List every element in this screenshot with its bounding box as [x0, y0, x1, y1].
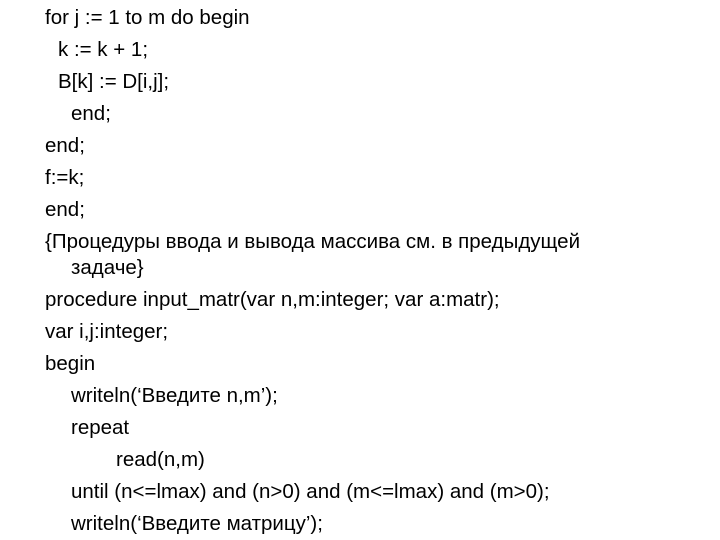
code-line: var i,j:integer;: [45, 320, 169, 343]
code-line: f:=k;: [45, 166, 85, 189]
code-line: end;: [45, 198, 85, 221]
code-line: writeln(‘Введите n,m’);: [71, 384, 278, 407]
comment-line: {Процедуры ввода и вывода массива см. в предыдущей: [45, 230, 581, 253]
code-line: repeat: [71, 416, 130, 439]
comment-line: задаче}: [71, 256, 144, 279]
code-line: writeln(‘Введите матрицу’);: [71, 512, 323, 535]
code-line: procedure input_matr(var n,m:integer; var a:matr);: [45, 288, 500, 311]
code-line: read(n,m): [116, 448, 205, 471]
code-line: until (n<=lmax) and (n>0) and (m<=lmax) and (m>0);: [71, 480, 550, 503]
code-line: for j := 1 to m do begin: [45, 6, 250, 29]
code-line: end;: [71, 102, 111, 125]
code-line: end;: [45, 134, 85, 157]
code-line: B[k] := D[i,j];: [58, 70, 170, 93]
code-line: begin: [45, 352, 96, 375]
code-line: k := k + 1;: [58, 38, 149, 61]
